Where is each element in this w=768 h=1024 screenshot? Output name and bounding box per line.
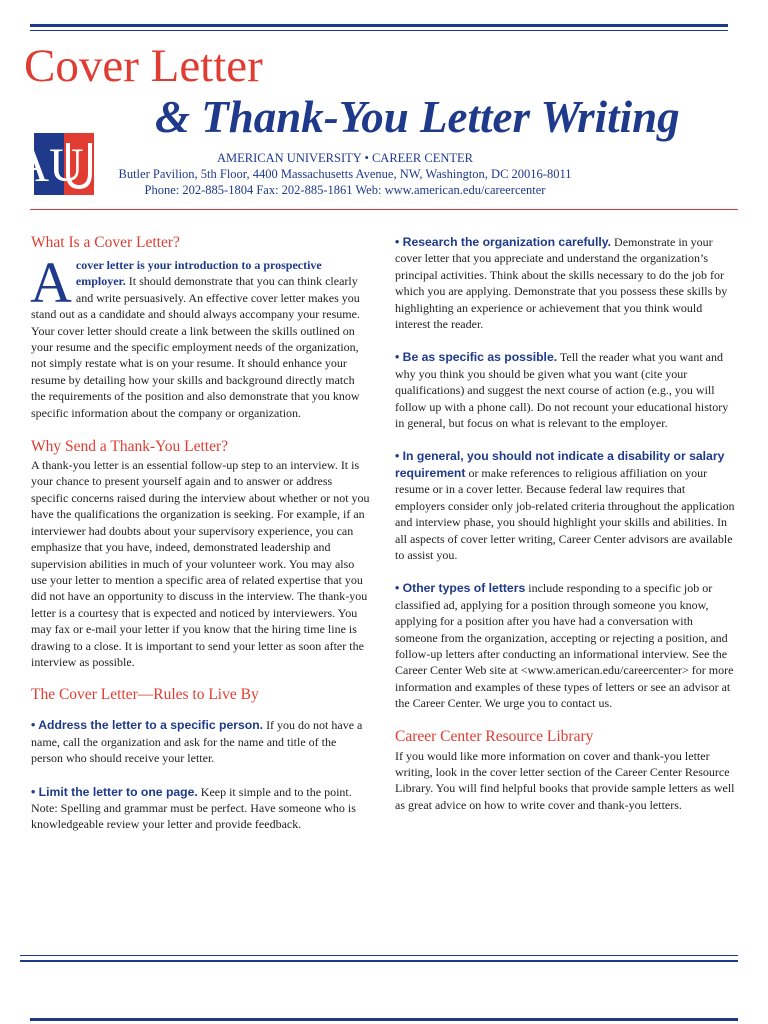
- header-contact-block: [115, 150, 575, 198]
- header-divider: [30, 209, 738, 210]
- header-address: Butler Pavilion, 5th Floor, 4400 Massachusetts Avenue, NW, Washington, DC 20016-8011: [118, 167, 572, 181]
- rule-item: [395, 448, 738, 563]
- rule-body: or make references to religious affiliation on your resume or in a cover letter. Because federal law requires that employers consider only job-related criteria throughout the application and interview phase, you should highlight your skills and abilities. In all aspects of cover letter writing, Career Center advisors are available to assist you.: [395, 465, 735, 562]
- rule-body: If you do not have a name, call the organization and ask for the name and title of the person who should receive your letter.: [31, 718, 363, 766]
- rule-body: Demonstrate in your cover letter that you appreciate and understand the organization’s principal activities. Think about the skills necessary to do the job for which you are applying. Demonstrate that you possess these skills by highlighting an experience or achievement that you think would interest the reader.: [395, 235, 728, 332]
- logo-letter-a: AU: [14, 139, 84, 192]
- header-org: AMERICAN UNIVERSITY • CAREER CENTER: [217, 151, 473, 165]
- rule-lead: • In general, you should not indicate a disability or salary requirement: [395, 449, 725, 480]
- why-send-paragraph: A thank-you letter is an essential follow-up step to an interview. It is your chance to present yourself again and to answer or address specific concerns raised during the interview about whether or not you have the qualifications the organization is seeking. For example, if an interviewer had doubts about your supervisory experience, you can emphasize that you have, indeed, demonstrated leadership and supervision abilities in much of your volunteer work. You may also use your letter to mention a specific area of related expertise that you did not have an opportunity to discuss in the interview. The thank-you letter is a courtesy that is expected and noticed by interviewers. You may fax or e-mail your letter if you know that the hiring time line is drawing to a close. It is important to send your letter as soon after the interview as possible.: [31, 458, 370, 669]
- dropcap-a: A: [30, 250, 72, 315]
- rule-item: [395, 349, 738, 431]
- right-column: [395, 234, 738, 813]
- heading-rules: The Cover Letter—Rules to Live By: [31, 686, 259, 704]
- rule-lead: • Limit the letter to one page.: [31, 784, 198, 799]
- what-is-paragraph: [30, 250, 370, 421]
- heading-what-is: What Is a Cover Letter?: [31, 234, 180, 251]
- heading-why-send: Why Send a Thank-You Letter?: [31, 438, 229, 456]
- rule-item: [31, 717, 370, 766]
- library-paragraph: If you would like more information on cover and thank-you letter writing, look in the cover letter section of the Career Center Resource Library. You will find helpful books that provide sample letters as well as great advice on how to write cover and thank-you letters.: [395, 748, 735, 812]
- what-is-lead: cover letter is your introduction to a prospective employer.: [75, 258, 322, 289]
- rule-body: Keep it simple and to the point. Note: Spelling and grammar must be perfect. Have someone who is knowledgeable review your letter and provide feedback.: [31, 784, 356, 832]
- rule-body: Tell the reader what you want and why you think you should be given what you want (cite your qualifications) and suggest the next course of action (e.g., you will follow up with a phone call). Do not recount your educational history in general, but focus on what is relevant to the employer.: [395, 350, 729, 431]
- rule-item: [31, 784, 370, 833]
- au-logo: [14, 133, 94, 195]
- header-contact: Phone: 202-885-1804 Fax: 202-885-1861 Web: www.american.edu/careercenter: [144, 183, 546, 197]
- rule-item: [395, 580, 738, 711]
- bottom-rule-thin-1: [20, 955, 738, 956]
- title-cover-letter: Cover Letter: [24, 40, 263, 92]
- top-rule-thin: [30, 30, 728, 31]
- footer-rule: [30, 1018, 738, 1021]
- rule-lead: • Other types of letters: [395, 581, 526, 596]
- rule-item: [395, 234, 738, 332]
- rule-lead: • Be as specific as possible.: [395, 350, 558, 365]
- heading-library: Career Center Resource Library: [395, 727, 594, 745]
- title-thank-you: & Thank-You Letter Writing: [155, 92, 680, 142]
- bottom-rule-thin-2: [20, 960, 738, 962]
- rule-lead: • Research the organization carefully.: [395, 235, 612, 249]
- left-column: [31, 234, 370, 833]
- what-is-body: It should demonstrate that you can think clearly and write persuasively. An effective cover letter makes you stand out as a candidate and should always accompany your resume. Your cover letter should create a link between the skills outlined on your resume and the specific employment needs of the organization, not simply restate what is on your resume. It should enhance your resume by detailing how your skills and background directly match the requirements of the position and also demonstrate that you know specific information about the company or organization.: [31, 274, 360, 420]
- top-rule-thick: [30, 24, 728, 27]
- rule-body: include responding to a specific job or classified ad, applying for a position through someone you know, applying for a position after you have had a conversation with someone from the organization, accepting or rejecting a position, and follow-up letters after conducting an informational interview. See the Career Center Web site at <www.american.edu/careercenter> for more information and examples of these types of letters or see an advisor at the Career Center. We urge you to contact us.: [395, 581, 734, 711]
- rule-lead: • Address the letter to a specific person.: [31, 718, 264, 733]
